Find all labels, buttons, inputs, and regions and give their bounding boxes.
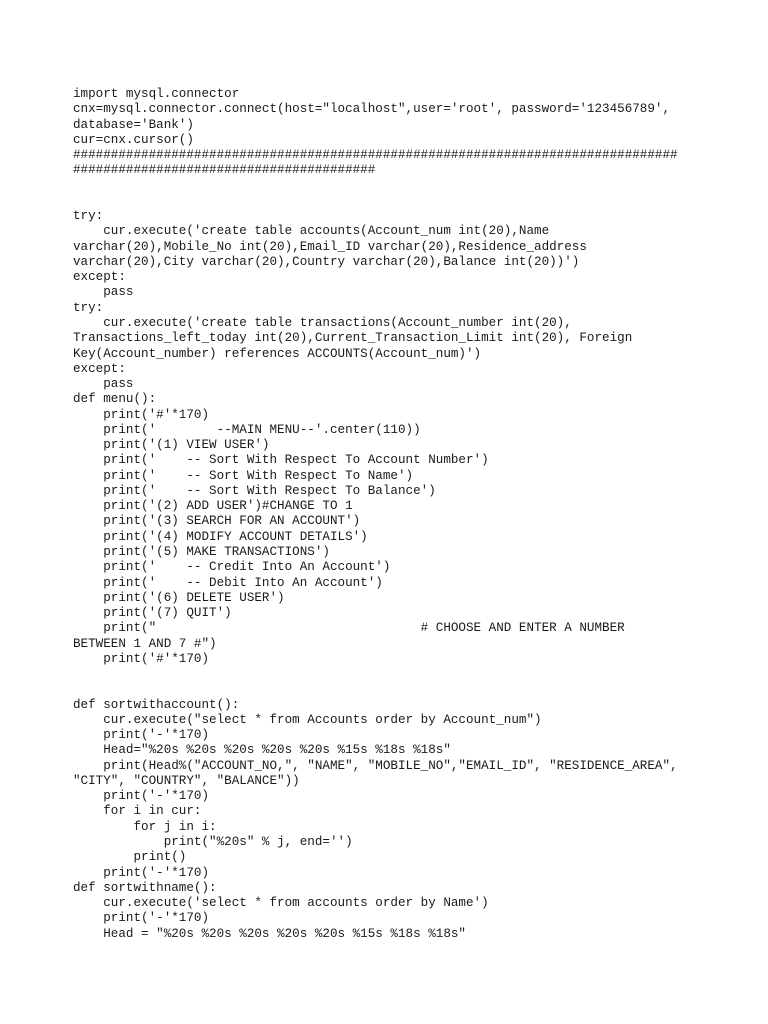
code-line: print('-'*170) (73, 728, 210, 743)
code-line (73, 682, 713, 697)
code-line: print() (73, 850, 187, 865)
code-line: print(' -- Sort With Respect To Name') (73, 468, 414, 483)
code-line: print(' -- Debit Into An Account') (73, 575, 383, 590)
code-line: Transactions_left_today int(20),Current_Transaction_Limit int(20), Foreign (73, 331, 633, 346)
code-line: cnx=mysql.connector.connect(host="localhost",user='root', password='123456789', (73, 102, 671, 117)
code-line: print('#'*170) (73, 407, 210, 422)
code-line: Head="%20s %20s %20s %20s %20s %15s %18s %18s" (73, 743, 451, 758)
code-line: BETWEEN 1 AND 7 #") (73, 636, 217, 651)
code-line: print('(2) ADD USER')#CHANGE TO 1 (73, 499, 353, 514)
code-line: print('-'*170) (73, 911, 210, 926)
code-line: print(' -- Sort With Respect To Balance') (73, 483, 436, 498)
code-line: print('(1) VIEW USER') (73, 438, 270, 453)
code-line: print("%20s" % j, end='') (73, 835, 353, 850)
code-line: def sortwithaccount(): (73, 697, 240, 712)
code-line: print(' --MAIN MENU--'.center(110)) (73, 422, 421, 437)
code-line: varchar(20),Mobile_No int(20),Email_ID varchar(20),Residence_address (73, 239, 587, 254)
code-line: print('(3) SEARCH FOR AN ACCOUNT') (73, 514, 361, 529)
code-line: print(Head%("ACCOUNT_NO,", "NAME", "MOBILE_NO","EMAIL_ID", "RESIDENCE_AREA", (73, 758, 678, 773)
code-line: def menu(): (73, 392, 157, 407)
code-line: Key(Account_number) references ACCOUNTS(Account_num)') (73, 346, 482, 361)
code-line: def sortwithname(): (73, 880, 217, 895)
code-line: try: (73, 300, 104, 315)
code-line: print('(7) QUIT') (73, 606, 232, 621)
code-block (73, 87, 713, 942)
code-line: print('(6) DELETE USER') (73, 590, 285, 605)
code-line: print(' -- Credit Into An Account') (73, 560, 391, 575)
code-line: pass (73, 377, 134, 392)
code-line: Head = "%20s %20s %20s %20s %20s %15s %18s %18s" (73, 926, 466, 941)
code-line (73, 194, 713, 209)
code-line: cur=cnx.cursor() (73, 132, 194, 147)
code-line: except: (73, 270, 126, 285)
code-line: print('-'*170) (73, 865, 210, 880)
code-line: pass (73, 285, 134, 300)
code-line: try: (73, 209, 104, 224)
code-line (73, 179, 713, 194)
code-line: ################################################################################ (73, 148, 678, 163)
code-line: print('#'*170) (73, 651, 210, 666)
code-line: print('(5) MAKE TRANSACTIONS') (73, 544, 330, 559)
code-line: cur.execute('select * from accounts order by Name') (73, 896, 489, 911)
code-line: print(" # CHOOSE AND ENTER A NUMBER (73, 621, 625, 636)
code-line: for j in i: (73, 819, 217, 834)
code-line: cur.execute('create table accounts(Account_num int(20),Name (73, 224, 550, 239)
code-line: cur.execute('create table transactions(Account_number int(20), (73, 315, 572, 330)
code-line: ######################################## (73, 163, 376, 178)
code-line: import mysql.connector (73, 87, 240, 101)
code-line: "CITY", "COUNTRY", "BALANCE")) (73, 773, 300, 788)
code-line (73, 667, 713, 682)
code-line: print(' -- Sort With Respect To Account Number') (73, 453, 489, 468)
code-line: print('-'*170) (73, 789, 210, 804)
code-line: except: (73, 361, 126, 376)
code-line: cur.execute("select * from Accounts order by Account_num") (73, 712, 542, 727)
code-line: print('(4) MODIFY ACCOUNT DETAILS') (73, 529, 368, 544)
code-line: database='Bank') (73, 117, 194, 132)
code-line: for i in cur: (73, 804, 202, 819)
code-line: varchar(20),City varchar(20),Country varchar(20),Balance int(20))') (73, 254, 580, 269)
